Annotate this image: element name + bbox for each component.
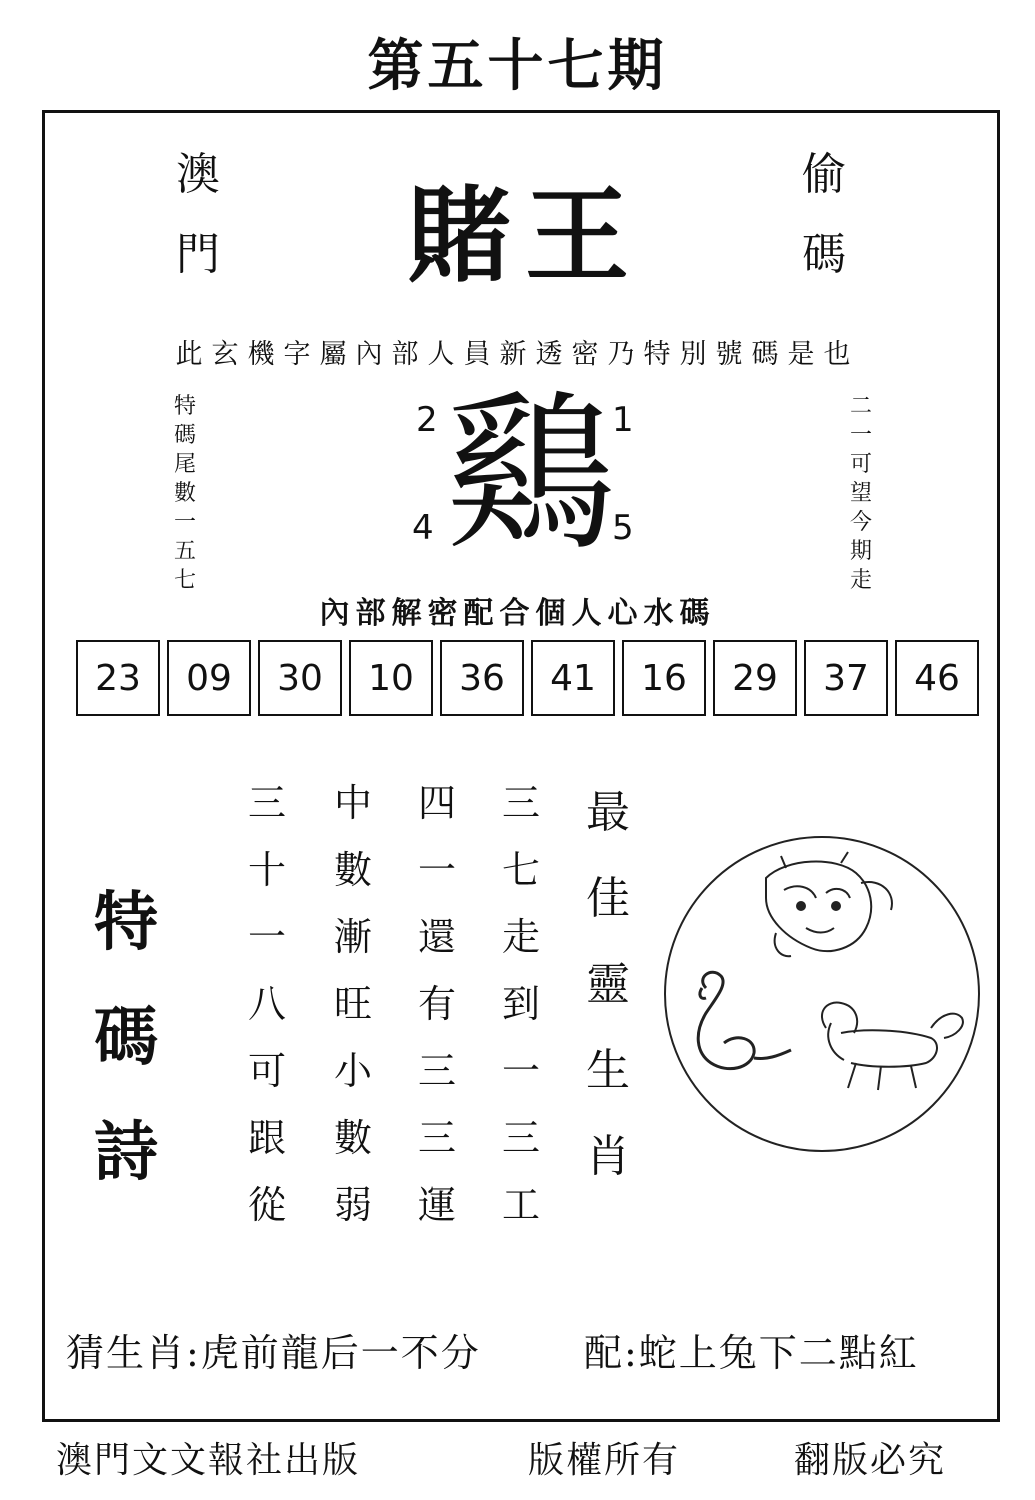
poem-char: 一 <box>418 848 457 892</box>
poem-char: 一 <box>248 915 287 959</box>
poem-char: 走 <box>502 915 541 959</box>
center-character: 鷄 <box>444 376 615 574</box>
poem-char: 數 <box>334 1116 373 1160</box>
poem-char: 運 <box>418 1183 457 1227</box>
header-left-char: 澳 <box>176 149 220 200</box>
poem-char: 三 <box>418 1049 457 1093</box>
number-box: 23 <box>76 640 160 716</box>
poem-char: 數 <box>334 848 373 892</box>
poem-char: 小 <box>334 1049 373 1093</box>
poem-column <box>418 770 456 1239</box>
poem-column <box>248 770 286 1239</box>
poem-char: 從 <box>248 1183 287 1227</box>
publisher-text: 澳門文文報社出版 <box>56 1440 361 1481</box>
right-hint <box>850 392 872 595</box>
subtitle: 此玄機字屬內部人員新透密乃特別號碼是也 <box>175 339 860 370</box>
poem-title-char: 詩 <box>94 1115 158 1190</box>
number-box: 30 <box>258 640 342 716</box>
poem-title <box>94 865 158 1210</box>
poem-char: 中 <box>334 781 373 825</box>
best-zodiac-char: 佳 <box>586 873 630 924</box>
poem-char: 跟 <box>248 1116 287 1160</box>
number-box: 09 <box>167 640 251 716</box>
poem-title-char: 特 <box>94 885 158 960</box>
hint-char: 一 <box>850 423 873 448</box>
poem-char: 十 <box>248 848 287 892</box>
best-zodiac-char: 靈 <box>586 959 630 1010</box>
best-zodiac-char: 生 <box>586 1045 630 1096</box>
guess-zodiac-text: 猜生肖:虎前龍后一不分 <box>66 1331 481 1375</box>
best-zodiac-char: 肖 <box>586 1131 630 1182</box>
hint-char: 碼 <box>174 423 197 448</box>
poem-char: 有 <box>418 982 457 1026</box>
number-box: 10 <box>349 640 433 716</box>
header-right-vertical <box>802 135 846 295</box>
hint-char: 一 <box>174 510 197 535</box>
poem-char: 可 <box>248 1049 287 1093</box>
rabbit-sketch <box>822 1003 963 1090</box>
corner-digit-top-right: 1 <box>612 400 634 440</box>
poem-char: 八 <box>248 982 287 1026</box>
corner-digit-bottom-right: 5 <box>612 508 634 548</box>
poem-column <box>334 770 372 1239</box>
poem-char: 七 <box>502 848 541 892</box>
poem-char: 三 <box>248 781 287 825</box>
hint-char: 今 <box>850 510 873 535</box>
hint-char: 望 <box>850 481 873 506</box>
number-box: 37 <box>804 640 888 716</box>
hint-char: 數 <box>174 481 197 506</box>
poem-char: 到 <box>502 982 541 1026</box>
zodiac-sketch <box>666 838 978 1150</box>
hint-char: 可 <box>850 452 873 477</box>
hint-char: 特 <box>174 394 197 419</box>
issue-title: 第五十七期 <box>367 34 668 99</box>
copyright-text: 版權所有 <box>528 1440 681 1481</box>
hint-char: 二 <box>850 394 873 419</box>
header-right-char: 偷 <box>802 149 846 200</box>
best-zodiac-column <box>586 770 630 1200</box>
snake-sketch <box>698 972 791 1068</box>
number-box: 16 <box>622 640 706 716</box>
poem-title-char: 碼 <box>94 1000 158 1075</box>
header-left-vertical <box>176 135 220 295</box>
hint-char: 五 <box>174 539 197 564</box>
piracy-warning-text: 翻版必究 <box>794 1440 947 1481</box>
best-zodiac-char: 最 <box>586 787 630 838</box>
hint-char: 七 <box>174 568 197 593</box>
pairing-text: 配:蛇上兔下二點紅 <box>584 1331 919 1375</box>
poem-char: 漸 <box>334 915 373 959</box>
poem-char: 旺 <box>334 982 373 1026</box>
poem-char: 三 <box>418 1116 457 1160</box>
header-left-char: 門 <box>176 229 220 280</box>
hint-char: 走 <box>850 568 873 593</box>
poem-char: 一 <box>502 1049 541 1093</box>
zodiac-illustration <box>664 836 980 1152</box>
poem-char: 三 <box>502 1116 541 1160</box>
main-title: 賭王 <box>406 175 643 297</box>
number-box: 41 <box>531 640 615 716</box>
poem-char: 還 <box>418 915 457 959</box>
header-right-char: 碼 <box>802 229 846 280</box>
secret-caption: 內部解密配合個人心水碼 <box>319 596 716 631</box>
poem-char: 工 <box>502 1183 541 1227</box>
hint-char: 期 <box>850 539 873 564</box>
corner-digit-top-left: 2 <box>416 400 438 440</box>
tiger-sketch <box>766 852 892 956</box>
poem-char: 四 <box>418 781 457 825</box>
corner-digit-bottom-left: 4 <box>412 508 434 548</box>
left-hint <box>174 392 196 595</box>
poem-char: 三 <box>502 781 541 825</box>
number-box: 36 <box>440 640 524 716</box>
hint-char: 尾 <box>174 452 197 477</box>
number-box: 46 <box>895 640 979 716</box>
number-box: 29 <box>713 640 797 716</box>
poem-column <box>502 770 540 1239</box>
poem-char: 弱 <box>334 1183 373 1227</box>
